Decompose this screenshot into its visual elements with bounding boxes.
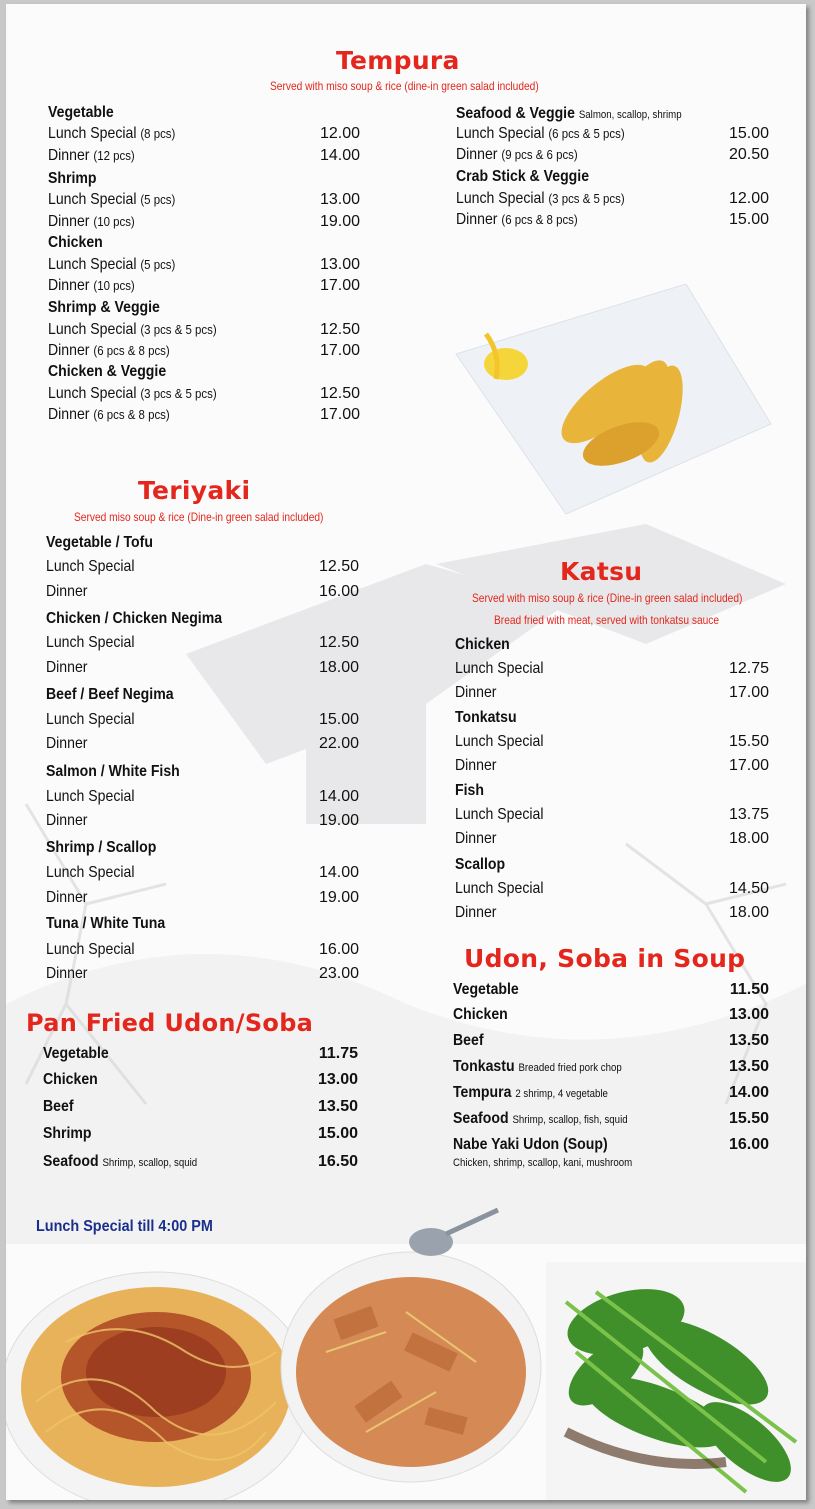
menu-page	[6, 4, 806, 1500]
price: 15.00	[728, 125, 769, 142]
teriyaki-group: Vegetable / Tofu	[46, 534, 153, 551]
katsu-subtitle-2: Bread fried with meat, served with tonkatsu sauce	[494, 613, 720, 627]
teriyaki-group: Chicken / Chicken Negima	[46, 610, 223, 627]
menu-row: Seafood Shrimp, scallop, squid 16.50	[43, 1153, 358, 1170]
tempura-group-vegetable: Vegetable	[48, 104, 114, 121]
menu-row: Lunch Special 12.50	[46, 634, 359, 651]
menu-row: Chicken 13.00	[453, 1006, 769, 1023]
menu-row: Lunch Special 12.50	[46, 558, 359, 575]
menu-row: Lunch Special 14.00	[46, 788, 359, 805]
greens-plate-image	[546, 1262, 806, 1500]
price: 12.00	[728, 190, 769, 207]
katsu-group: Tonkatsu	[455, 709, 517, 726]
menu-row: Lunch Special 13.75	[455, 806, 769, 823]
price: 16.00	[318, 941, 359, 958]
teriyaki-group: Salmon / White Fish	[46, 763, 180, 780]
katsu-subtitle: Served with miso soup & rice (Dine-in green salad included)	[472, 591, 743, 605]
menu-row: Tonkastu Breaded fried pork chop 13.50	[453, 1058, 769, 1075]
teriyaki-group: Tuna / White Tuna	[46, 915, 166, 932]
price: 19.00	[318, 889, 359, 906]
menu-row: Dinner 22.00	[46, 735, 359, 752]
teriyaki-subtitle: Served miso soup & rice (Dine-in green salad included)	[74, 510, 324, 524]
menu-row: Dinner (10 pcs) 19.00	[48, 213, 360, 230]
menu-row: Shrimp 15.00	[43, 1125, 358, 1142]
price: 13.50	[317, 1098, 358, 1115]
tempura-group-shrimp: Shrimp	[48, 170, 97, 187]
menu-row: Lunch Special 12.75	[455, 660, 769, 677]
price: 23.00	[318, 965, 359, 982]
price: 14.00	[728, 1084, 769, 1101]
price: 13.00	[319, 256, 360, 273]
menu-row: Lunch Special 14.00	[46, 864, 359, 881]
katsu-group: Scallop	[455, 856, 506, 873]
price: 14.00	[319, 147, 360, 164]
menu-row: Dinner 23.00	[46, 965, 359, 982]
price: 14.00	[318, 864, 359, 881]
price: 15.00	[318, 711, 359, 728]
price: 15.50	[728, 733, 769, 750]
menu-row: Dinner (9 pcs & 6 pcs) 20.50	[456, 146, 769, 163]
price: 11.75	[318, 1045, 358, 1062]
menu-row: Vegetable 11.50	[453, 981, 769, 998]
tempura-subtitle: Served with miso soup & rice (dine-in green salad included)	[270, 79, 539, 93]
teriyaki-group: Beef / Beef Negima	[46, 686, 174, 703]
price: 16.50	[317, 1153, 358, 1170]
price: 20.50	[728, 146, 769, 163]
price: 12.50	[318, 558, 359, 575]
menu-row: Dinner (12 pcs) 14.00	[48, 147, 360, 164]
lunch-special-note: Lunch Special till 4:00 PM	[36, 1218, 213, 1235]
tempura-title: Tempura	[336, 46, 460, 75]
price: 16.00	[318, 583, 359, 600]
price: 12.50	[319, 321, 360, 338]
price: 18.00	[728, 904, 769, 921]
menu-row: Lunch Special 15.50	[455, 733, 769, 750]
price: 14.50	[728, 880, 769, 897]
menu-row: Dinner 18.00	[46, 659, 359, 676]
teriyaki-group: Shrimp / Scallop	[46, 839, 157, 856]
price: 12.00	[319, 125, 360, 142]
menu-row: Dinner 19.00	[46, 889, 359, 906]
price: 12.75	[728, 660, 769, 677]
price: 22.00	[318, 735, 359, 752]
price: 15.00	[317, 1125, 358, 1142]
menu-row: Beef 13.50	[453, 1032, 769, 1049]
menu-row: Dinner 19.00	[46, 812, 359, 829]
tempura-group-chicken: Chicken	[48, 234, 103, 251]
menu-row: Beef 13.50	[43, 1098, 358, 1115]
menu-row: Lunch Special (8 pcs) 12.00	[48, 125, 360, 142]
price: 13.75	[728, 806, 769, 823]
katsu-group: Fish	[455, 782, 484, 799]
menu-row: Lunch Special (3 pcs & 5 pcs) 12.50	[48, 385, 360, 402]
price: 17.00	[319, 277, 360, 294]
price: 18.00	[318, 659, 359, 676]
price: 15.00	[728, 211, 769, 228]
price: 13.50	[728, 1032, 769, 1049]
price: 14.00	[318, 788, 359, 805]
menu-row: Dinner (6 pcs & 8 pcs) 17.00	[48, 406, 360, 423]
menu-row: Lunch Special (3 pcs & 5 pcs) 12.50	[48, 321, 360, 338]
menu-row: Dinner 18.00	[455, 830, 769, 847]
tempura-group-shrimp-veggie: Shrimp & Veggie	[48, 299, 160, 316]
price: 18.00	[728, 830, 769, 847]
price: 11.50	[729, 981, 769, 998]
menu-row: Lunch Special 16.00	[46, 941, 359, 958]
price: 16.00	[728, 1136, 769, 1153]
price: 13.00	[728, 1006, 769, 1023]
menu-row: Lunch Special 15.00	[46, 711, 359, 728]
price: 13.50	[728, 1058, 769, 1075]
tempura-group-chicken-veggie: Chicken & Veggie	[48, 363, 167, 380]
katsu-title: Katsu	[560, 557, 643, 586]
tempura-group-seafood-veggie: Seafood & Veggie Salmon, scallop, shrimp	[456, 105, 682, 122]
price: 17.00	[728, 757, 769, 774]
nabe-yaki-description: Chicken, shrimp, scallop, kani, mushroom	[453, 1157, 633, 1169]
menu-row: Dinner 16.00	[46, 583, 359, 600]
price: 17.00	[319, 406, 360, 423]
food-photos	[6, 1202, 806, 1500]
price: 15.50	[728, 1110, 769, 1127]
teriyaki-title: Teriyaki	[138, 476, 251, 505]
menu-row: Nabe Yaki Udon (Soup) 16.00	[453, 1136, 769, 1153]
price: 13.00	[317, 1071, 358, 1088]
noodle-plate-image	[281, 1210, 541, 1482]
menu-row: Dinner 17.00	[455, 684, 769, 701]
menu-row: Dinner (6 pcs & 8 pcs) 15.00	[456, 211, 769, 228]
price: 17.00	[319, 342, 360, 359]
menu-row: Lunch Special (6 pcs & 5 pcs) 15.00	[456, 125, 769, 142]
tempura-group-crab-stick-veggie: Crab Stick & Veggie	[456, 168, 590, 185]
price: 19.00	[319, 213, 360, 230]
menu-row: Tempura 2 shrimp, 4 vegetable 14.00	[453, 1084, 769, 1101]
menu-row: Lunch Special 14.50	[455, 880, 769, 897]
price: 12.50	[318, 634, 359, 651]
price: 19.00	[318, 812, 359, 829]
katsu-group: Chicken	[455, 636, 510, 653]
pan-fried-title: Pan Fried Udon/Soba	[26, 1009, 314, 1037]
menu-row: Seafood Shrimp, scallop, fish, squid 15.50	[453, 1110, 769, 1127]
menu-row: Dinner (10 pcs) 17.00	[48, 277, 360, 294]
menu-row: Lunch Special (5 pcs) 13.00	[48, 191, 360, 208]
price: 13.00	[319, 191, 360, 208]
menu-row: Dinner (6 pcs & 8 pcs) 17.00	[48, 342, 360, 359]
spaghetti-plate-image	[6, 1272, 311, 1500]
menu-row: Lunch Special (5 pcs) 13.00	[48, 256, 360, 273]
menu-row: Dinner 17.00	[455, 757, 769, 774]
menu-row: Dinner 18.00	[455, 904, 769, 921]
menu-row: Lunch Special (3 pcs & 5 pcs) 12.00	[456, 190, 769, 207]
udon-soup-title: Udon, Soba in Soup	[464, 944, 746, 973]
menu-row: Chicken 13.00	[43, 1071, 358, 1088]
price: 12.50	[319, 385, 360, 402]
tempura-photo	[446, 284, 776, 524]
price: 17.00	[728, 684, 769, 701]
menu-row: Vegetable 11.75	[43, 1045, 358, 1062]
